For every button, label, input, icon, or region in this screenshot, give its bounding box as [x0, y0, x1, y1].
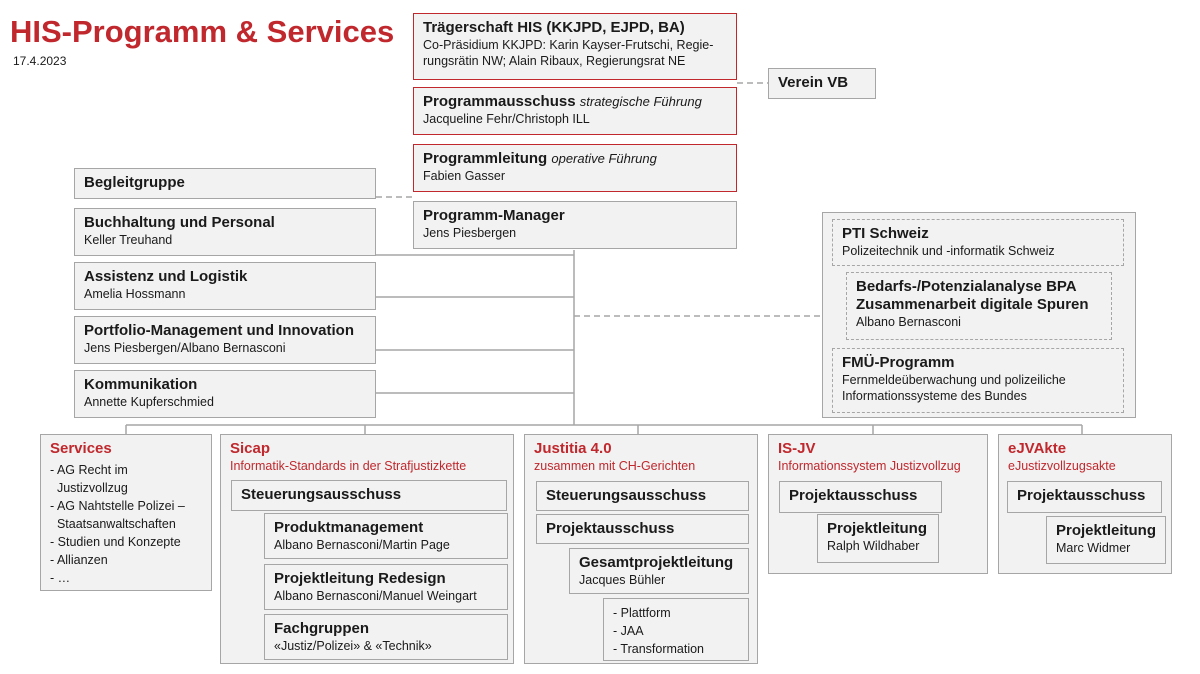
sicap-subtitle: Informatik-Standards in der Strafjustizkette	[230, 459, 467, 473]
sicap-redesign-box	[264, 564, 508, 610]
bpa-box	[846, 272, 1112, 340]
sicap-produkt-box	[264, 513, 508, 559]
programmleitung-title: Programmleitung	[423, 150, 548, 167]
justitia-gesamt-person: Jacques Bühler	[579, 573, 666, 587]
traegerschaft-box	[413, 13, 737, 80]
fmue-box	[832, 348, 1124, 413]
ejv-projekt-box	[1007, 481, 1162, 513]
pti-title: PTI Schweiz	[842, 225, 929, 242]
justitia-projekt-title: Projektausschuss	[546, 520, 675, 537]
verein-title: Verein VB	[778, 74, 849, 91]
staff-box-kommunikation	[74, 370, 376, 418]
ejv-leitung-person: Marc Widmer	[1056, 541, 1131, 555]
programmausschuss-person: Jacqueline Fehr/Christoph ILL	[423, 112, 590, 126]
services-item: - …	[50, 571, 71, 585]
services-item: Staatsanwaltschaften	[50, 517, 176, 531]
justitia-projekt-box	[536, 514, 749, 544]
programmleitung-box	[413, 144, 737, 192]
staff-person: Keller Treuhand	[84, 233, 173, 247]
staff-person: Jens Piesbergen/Albano Bernasconi	[84, 341, 286, 355]
programmausschuss-title: Programmausschuss	[423, 93, 576, 110]
sicap-produkt-title: Produktmanagement	[274, 519, 424, 536]
programmausschuss-box	[413, 87, 737, 135]
pti-subtitle: Polizeitechnik und -informatik Schweiz	[842, 244, 1055, 258]
justitia-items-box	[603, 598, 749, 661]
begleitgruppe-box	[74, 168, 376, 199]
justitia-item: - Plattform	[613, 606, 671, 620]
services-item: - Studien und Konzepte	[50, 535, 181, 549]
fmue-line1: Fernmeldeüberwachung und polizeiliche	[842, 373, 1066, 387]
justitia-subtitle: zusammen mit CH-Gerichten	[534, 459, 696, 473]
ejv-leitung-box	[1046, 516, 1166, 564]
staff-title: Kommunikation	[84, 376, 198, 393]
sicap-title: Sicap	[230, 440, 271, 457]
services-item: - Allianzen	[50, 553, 108, 567]
staff-box-portfolio	[74, 316, 376, 364]
justitia-title: Justitia 4.0	[534, 440, 612, 457]
staff-title: Portfolio-Management und Innovation	[84, 322, 354, 339]
bpa-title2: Zusammenarbeit digitale Spuren	[856, 296, 1089, 313]
sicap-fach-person: «Justiz/Polizei» & «Technik»	[274, 639, 432, 653]
bpa-title1: Bedarfs-/Potenzialanalyse BPA	[856, 278, 1077, 295]
page-title: HIS-Programm & Services	[10, 14, 395, 49]
justitia-item: - Transformation	[613, 642, 705, 656]
services-title: Services	[50, 440, 112, 457]
sicap-redesign-person: Albano Bernasconi/Manuel Weingart	[274, 589, 477, 603]
manager-person: Jens Piesbergen	[423, 226, 517, 240]
sicap-steering-box	[231, 480, 507, 511]
services-box	[40, 434, 212, 591]
sicap-produkt-person: Albano Bernasconi/Martin Page	[274, 538, 450, 552]
justitia-gesamt-title: Gesamtprojektleitung	[579, 554, 734, 571]
traegerschaft-line1: Co-Präsidium KKJPD: Karin Kayser-Frutschi, Regie-	[423, 38, 714, 52]
manager-box	[413, 201, 737, 249]
justitia-gesamt-box	[569, 548, 749, 594]
page-date: 17.4.2023	[13, 54, 67, 68]
staff-title: Buchhaltung und Personal	[84, 214, 275, 231]
isjv-leitung-title: Projektleitung	[827, 520, 928, 537]
sicap-redesign-title: Projektleitung Redesign	[274, 570, 446, 587]
fmue-line2: Informationssysteme des Bundes	[842, 389, 1027, 403]
justitia-steering-title: Steuerungsausschuss	[546, 487, 707, 504]
begleitgruppe-title: Begleitgruppe	[84, 174, 185, 191]
programmleitung-person: Fabien Gasser	[423, 169, 505, 183]
staff-person: Amelia Hossmann	[84, 287, 186, 301]
isjv-projekt-title: Projektausschuss	[789, 487, 918, 504]
isjv-subtitle: Informationssystem Justizvollzug	[778, 459, 961, 473]
staff-title: Assistenz und Logistik	[84, 268, 248, 285]
pti-box	[832, 219, 1124, 266]
justitia-steering-box	[536, 481, 749, 511]
programmleitung-subtitle: operative Führung	[551, 151, 657, 166]
sicap-fach-box	[264, 614, 508, 660]
staff-box-assistenz	[74, 262, 376, 310]
services-item: - AG Recht im	[50, 463, 128, 477]
services-item: - AG Nahtstelle Polizei –	[50, 499, 185, 513]
ejv-projekt-title: Projektausschuss	[1017, 487, 1146, 504]
isjv-projekt-box	[779, 481, 942, 513]
isjv-title: IS-JV	[778, 440, 816, 457]
sicap-steering-title: Steuerungsausschuss	[241, 486, 402, 503]
staff-person: Annette Kupferschmied	[84, 395, 214, 409]
traegerschaft-line2: rungsrätin NW; Alain Ribaux, Regierungsrat NE	[423, 54, 686, 68]
ejv-title: eJVAkte	[1008, 440, 1067, 457]
bpa-person: Albano Bernasconi	[856, 315, 961, 329]
ejv-leitung-title: Projektleitung	[1056, 522, 1157, 539]
ejv-subtitle: eJustizvollzugsakte	[1008, 459, 1116, 473]
fmue-title: FMÜ-Programm	[842, 354, 955, 371]
services-item: Justizvollzug	[50, 481, 128, 495]
traegerschaft-title: Trägerschaft HIS (KKJPD, EJPD, BA)	[423, 19, 685, 36]
isjv-leitung-box	[817, 514, 939, 563]
programmausschuss-subtitle: strategische Führung	[579, 94, 702, 109]
isjv-leitung-person: Ralph Wildhaber	[827, 539, 920, 553]
justitia-item: - JAA	[613, 624, 644, 638]
verein-box	[768, 68, 876, 99]
sicap-fach-title: Fachgruppen	[274, 620, 370, 637]
staff-box-buchhaltung	[74, 208, 376, 256]
manager-title: Programm-Manager	[423, 207, 565, 224]
